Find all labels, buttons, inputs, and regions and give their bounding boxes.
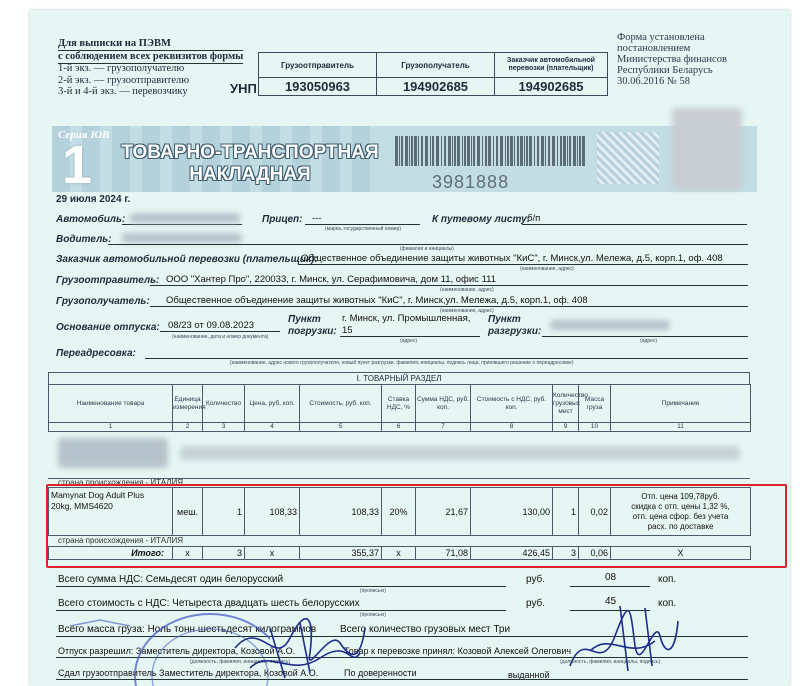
unloading-value-redacted: [550, 320, 670, 330]
issued-text: выданной: [508, 670, 550, 680]
copy-number: 1: [62, 135, 93, 195]
trailer-value: ---: [312, 213, 322, 224]
item-note: [611, 488, 751, 536]
release-sign-hint: (должность, фамилия, инициалы, подпись): [190, 659, 291, 665]
unp-head-shipper: Грузоотправитель: [259, 53, 377, 78]
accepted-sign-hint: (должность, фамилия, инициалы, подпись): [560, 659, 661, 665]
form-note-3: Министерства финансов: [617, 54, 727, 65]
goods-table-item: [48, 487, 751, 536]
customer-value: Общественное объединение защиты животных "КиС", г. Минск,ул. Мележа, д.5, корп.1, оф. 408: [301, 253, 723, 264]
waybill-label: К путевому листу:: [432, 214, 530, 225]
handed-text: Сдал грузоотправитель Заместитель директора, Козовой А.О.: [58, 668, 319, 678]
doc-title-line1: ТОВАРНО-ТРАНСПОРТНАЯ: [121, 142, 379, 163]
basis-hint: (наименование, дата и номер документа): [172, 334, 269, 340]
mass-text: Всего масса груза: Ноль тонн шестьдесят килограммов: [58, 624, 317, 635]
vat-total-text: Всего сумма НДС: Семьдесят один белорусский: [58, 574, 284, 585]
consignee-hint: (наименование, адрес): [440, 308, 494, 314]
waybill-value: б/п: [527, 213, 541, 224]
col-num-11: 11: [611, 423, 751, 432]
proxy-text: По доверенности: [344, 668, 417, 678]
origin-2: страна происхождения - ИТАЛИЯ: [58, 536, 184, 545]
pvem-title-line2: с соблюдением всех реквизитов формы: [58, 51, 244, 62]
item-unit: меш.: [173, 488, 203, 536]
unp-head-customer: [495, 53, 608, 78]
col-num-3: 3: [203, 423, 245, 432]
basis-label: Основание отпуска:: [56, 322, 160, 333]
unp-head-customer-1: Заказчик автомобильной: [507, 57, 595, 64]
vat-total-line: [56, 586, 506, 587]
customer-label: Заказчик автомобильной перевозки (плательщик):: [56, 254, 318, 265]
total-label: Итого:: [49, 547, 173, 560]
form-note-5: 30.06.2016 № 58: [617, 76, 691, 87]
item-note-3: отп. цена сфор. без учета: [632, 511, 729, 521]
th-places: Количество грузовых мест: [553, 385, 579, 423]
total-vat-sum: 71,08: [416, 547, 471, 560]
unloading-hint: (адрес): [640, 338, 658, 344]
waybill-line: [522, 224, 747, 225]
redirect-hint: (наименование, адрес нового грузополучателя, новый пункт разгрузки, фамилия, инициалы, подпись лица, принявшего решение о переадресовке): [230, 360, 574, 366]
total-note: Х: [611, 547, 751, 560]
col-num-8: 8: [471, 423, 553, 432]
barcode: [395, 136, 590, 166]
release-text: Отпуск разрешил: Заместитель директора, Козовой А.О.: [58, 646, 296, 656]
car-line: [122, 224, 242, 225]
trailer-line: [305, 224, 420, 225]
th-vat-sum: Сумма НДС, руб. коп.: [416, 385, 471, 423]
doc-title: [120, 142, 380, 186]
vat-kop-line: [570, 586, 650, 587]
shipper-hint: (наименование, адрес): [440, 287, 494, 293]
consignee-value: Общественное объединение защиты животных "КиС", г. Минск,ул. Мележа, д.5, корп.1, оф. 408: [166, 295, 588, 306]
item-note-2: скидка с отп. цены 1,32 %,: [631, 501, 730, 511]
doc-title-line2: НАКЛАДНАЯ: [189, 164, 311, 185]
vat-kop: коп.: [658, 574, 677, 585]
loading-label-1: Пункт: [288, 314, 321, 325]
section-title: I. ТОВАРНЫЙ РАЗДЕЛ: [48, 372, 750, 385]
signature-2: [560, 596, 680, 686]
copy-1: 1-й экз. — грузополучателю: [58, 63, 185, 74]
total-price: х: [245, 547, 300, 560]
form-note-1: Форма установлена: [617, 32, 705, 43]
trailer-hint: (марка, государственный номер): [325, 226, 402, 232]
col-num-5: 5: [300, 423, 382, 432]
pvem-title-line1: Для выписки на ПЭВМ: [58, 38, 243, 51]
unloading-line: [542, 336, 748, 337]
cost-kop: коп.: [658, 598, 677, 609]
item-cost: 108,33: [300, 488, 382, 536]
total-places: 3: [553, 547, 579, 560]
shipper-line: [150, 285, 748, 286]
hologram: [597, 132, 659, 184]
loading-hint: (адрес): [400, 338, 418, 344]
security-pattern: [672, 108, 742, 190]
basis-value: 08/23 от 09.08.2023: [168, 320, 255, 331]
total-unit: х: [173, 547, 203, 560]
th-price: Цена, руб. коп.: [245, 385, 300, 423]
unp-head-consignee: Грузополучатель: [377, 53, 495, 78]
item-name-2: 20kg, MMS4620: [51, 501, 113, 511]
th-cost: Стоимость, руб. коп.: [300, 385, 382, 423]
total-vat-rate: х: [382, 547, 416, 560]
redacted-values: [180, 446, 740, 460]
pvem-title: [58, 38, 243, 64]
loading-value: [342, 313, 470, 337]
accepted-text: Товар к перевозке принял: Козовой Алексей Олегович: [344, 646, 572, 656]
col-num-4: 4: [245, 423, 300, 432]
customer-hint: (наименование, адрес): [520, 266, 574, 272]
th-vat-rate: Ставка НДС, %: [382, 385, 416, 423]
item-qty: 1: [203, 488, 245, 536]
redirect-line: [145, 358, 748, 359]
car-label: Автомобиль:: [56, 214, 126, 225]
item-mass: 0,02: [579, 488, 611, 536]
form-note: [617, 32, 727, 87]
cost-kop-value: 45: [605, 596, 617, 607]
consignee-line: [150, 306, 748, 307]
unloading-label: [488, 314, 541, 338]
table-row: [49, 488, 751, 536]
unp-label: УНП: [230, 81, 257, 96]
item-name: [49, 488, 173, 536]
th-name: Наименование товара: [49, 385, 173, 423]
driver-line: [108, 244, 748, 245]
loading-value-2: 15: [342, 325, 353, 336]
basis-line: [160, 331, 280, 332]
col-num-10: 10: [579, 423, 611, 432]
unloading-label-1: Пункт: [488, 314, 521, 325]
driver-hint: (фамилия и инициалы): [400, 246, 454, 252]
th-qty: Количество: [203, 385, 245, 423]
customer-line: [298, 264, 748, 265]
th-mass: Масса груза: [579, 385, 611, 423]
col-num-1: 1: [49, 423, 173, 432]
doc-date: 29 июля 2024 г.: [56, 194, 131, 205]
redacted-name: [58, 438, 168, 468]
consignee-label: Грузополучатель:: [56, 296, 150, 307]
driver-value-redacted: [122, 233, 242, 243]
copies-list: [58, 63, 189, 98]
item-note-4: расх. по доставке: [647, 521, 714, 531]
origin-1: страна происхождения - ИТАЛИЯ: [58, 478, 184, 487]
loading-line: [340, 336, 480, 337]
item-name-1: Mamynat Dog Adult Plus: [51, 490, 145, 500]
col-num-2: 2: [173, 423, 203, 432]
total-qty: 3: [203, 547, 245, 560]
column-numbers: [49, 423, 751, 432]
cost-total-text: Всего стоимость с НДС: Четыреста двадцать шесть белорусских: [58, 598, 360, 609]
series-label: Серия ЮВ: [58, 129, 110, 141]
unp-shipper: 193050963: [259, 78, 377, 96]
form-note-2: постановлением: [617, 43, 691, 54]
unp-table: [258, 52, 608, 96]
doc-number: 3981888: [432, 172, 510, 192]
total-row: [49, 547, 751, 560]
total-cost: 355,37: [300, 547, 382, 560]
th-note: Примечание: [611, 385, 751, 423]
th-unit: Единица измерения: [173, 385, 203, 423]
car-value-redacted: [130, 213, 240, 223]
cost-rub: руб.: [526, 598, 546, 609]
vat-words-hint: (прописью): [360, 588, 386, 594]
goods-table-header: [48, 384, 751, 432]
goods-table-total: [48, 546, 751, 560]
total-cost-vat: 426,45: [471, 547, 553, 560]
vat-rub: руб.: [526, 574, 546, 585]
total-mass: 0,06: [579, 547, 611, 560]
col-num-9: 9: [553, 423, 579, 432]
loading-label: [288, 314, 337, 338]
shipper-label: Грузоотправитель:: [56, 275, 160, 286]
copy-3: 3-й и 4-й экз. — перевозчику: [58, 86, 188, 97]
loading-value-1: г. Минск, ул. Промышленная,: [342, 313, 471, 324]
col-num-7: 7: [416, 423, 471, 432]
signature-1: [230, 608, 370, 686]
cost-words-hint: (прописью): [360, 612, 386, 618]
loading-label-2: погрузки:: [288, 326, 337, 337]
unp-head-customer-2: перевозки (плательщик): [508, 65, 594, 72]
trailer-label: Прицеп:: [262, 214, 303, 225]
form-note-4: Республики Беларусь: [617, 65, 713, 76]
places-text: Всего количество грузовых мест Три: [340, 624, 511, 635]
item-places: 1: [553, 488, 579, 536]
unloading-label-2: разгрузки:: [488, 326, 542, 337]
th-cost-vat: Стоимость с НДС, руб. коп.: [471, 385, 553, 423]
item-vat-rate: 20%: [382, 488, 416, 536]
shipper-value: ООО "Хантер Про", 220033, г. Минск, ул. Серафимовича, дом 11, офис 111: [166, 274, 497, 285]
item-note-1: Отп. цена 109,78руб.: [641, 491, 720, 501]
vat-kop-value: 08: [605, 572, 617, 583]
item-vat-sum: 21,67: [416, 488, 471, 536]
unp-consignee: 194902685: [377, 78, 495, 96]
col-num-6: 6: [382, 423, 416, 432]
unp-customer: 194902685: [495, 78, 608, 96]
item-cost-vat: 130,00: [471, 488, 553, 536]
item-price: 108,33: [245, 488, 300, 536]
driver-label: Водитель:: [56, 234, 112, 245]
copy-2: 2-й экз. — грузоотправителю: [58, 74, 190, 86]
redirect-label: Переадресовка:: [56, 348, 136, 359]
